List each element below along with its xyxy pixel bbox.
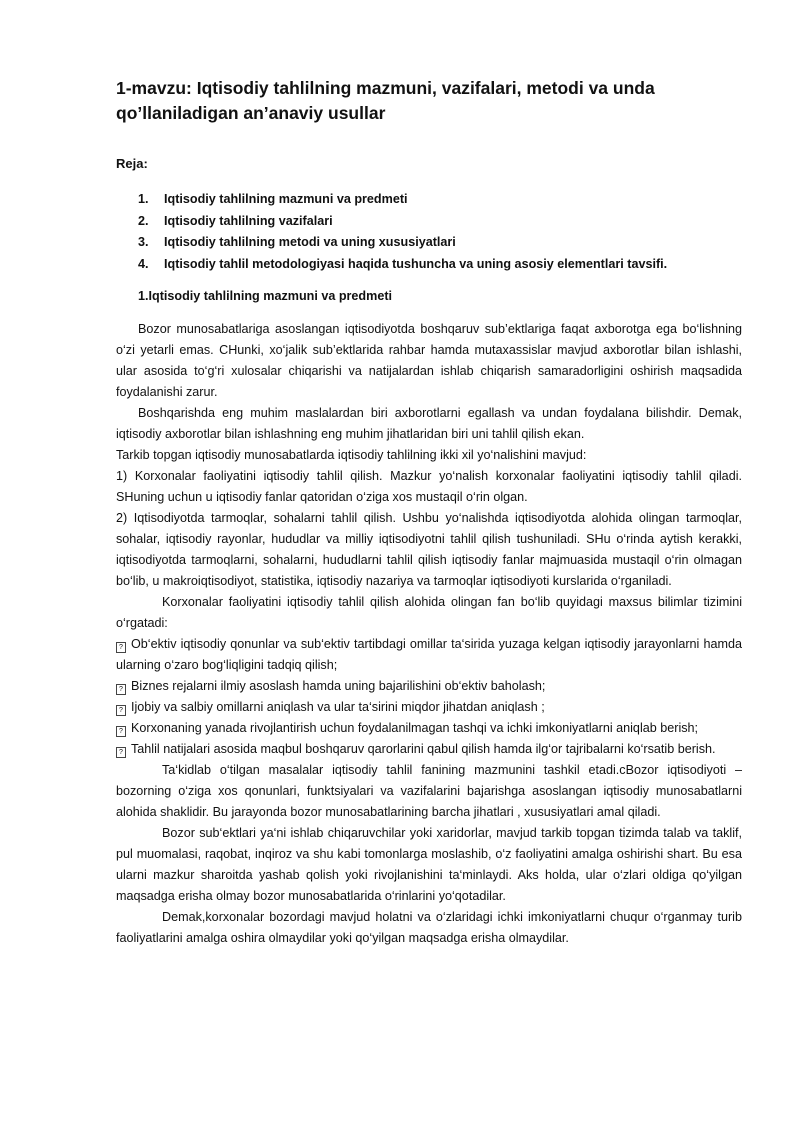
paragraph: Korxonalar faoliyatini iqtisodiy tahlil qilish alohida olingan fan bo‘lib quyidagi maxsus bilimlar tizimini o‘rgatadi: — [116, 595, 742, 630]
bullet-text: Tahlil natijalari asosida maqbul boshqaruv qarorlarini qabul qilish hamda ilg‘or tajribalarni ko‘rsatib berish. — [131, 742, 716, 756]
plan-item-text: Iqtisodiy tahlilning metodi va uning xususiyatlari — [164, 235, 456, 249]
plan-item-number: 3. — [138, 235, 149, 249]
bullet-text: Biznes rejalarni ilmiy asoslash hamda uning bajarilishini ob‘ektiv baholash; — [131, 679, 546, 693]
paragraph: Bozor sub‘ektlari ya‘ni ishlab chiqaruvchilar yoki xaridorlar, mavjud tarkib topgan tizimda talab va taklif, pul muomalasi, raqobat, inqiroz va shu kabi tomonlarga moslashib, o‘z faoliyatini amalga oshirishi shart. Bu esa ularni mazkur sharoitda yashab qolish yoki rivojlanishini ta‘minlaydi. Aks holda, ular o‘zlari oldiga qo‘yilgan maqsadga erisha olmay bozor munosabatlarida o‘rinlarini yo‘qotadilar. — [116, 826, 742, 903]
document-body — [116, 319, 742, 949]
paragraph: Ta‘kidlab o‘tilgan masalalar iqtisodiy tahlil fanining mazmunini tashkil etadi.cBozor iqtisodiyoti – bozorning o‘ziga xos qonunlari, funktsiyalari va vazifalarini bajarishga asoslangan iqtisodiy munosabatlarni alohida shaklidir. Bu jarayonda bozor munosabatlarining barcha jihatlari , xususiyatlari amal qiladi. — [116, 763, 742, 819]
bullet-text: Ob‘ektiv iqtisodiy qonunlar va sub‘ektiv tartibdagi omillar ta‘sirida yuzaga kelgan iqtisodiy jarayonlarni hamda ularning o‘zaro bog‘liqligini tadqiq qilish; — [116, 637, 742, 672]
plan-item-text: Iqtisodiy tahlilning vazifalari — [164, 213, 333, 228]
bullet-item — [116, 739, 742, 760]
bullet-item — [116, 634, 742, 676]
bullet-text: Ijobiy va salbiy omillarni aniqlash va ular ta‘sirini miqdor jihatdan aniqlash ; — [131, 700, 545, 714]
plan-item — [138, 211, 742, 233]
plan-item-text: Iqtisodiy tahlilning mazmuni va predmeti — [164, 192, 408, 206]
bullet-item — [116, 676, 742, 697]
document-title: 1-mavzu: Iqtisodiy tahlilning mazmuni, vazifalari, metodi va unda qo’llaniladigan an’anaviy usullar — [116, 78, 655, 123]
section-heading: 1.Iqtisodiy tahlilning mazmuni va predmeti — [138, 289, 393, 303]
missing-glyph-icon: ? — [116, 726, 126, 737]
plan-item-number: 2. — [138, 213, 149, 228]
bullet-text: Korxonaning yanada rivojlantirish uchun foydalanilmagan tashqi va ichki imkoniyatlarni aniqlab berish; — [131, 721, 699, 735]
plan-item — [138, 254, 742, 276]
bullet-item — [116, 697, 742, 718]
plan-item — [138, 189, 742, 211]
plan-item-number: 1. — [138, 192, 149, 206]
paragraph: Boshqarishda eng muhim maslalardan biri axborotlarni egallash va undan foydalana bilishdir. Demak, iqtisodiy axborotlar bilan ishlashning eng muhim jihatlaridan biri uni tahlil qilish ekan. — [116, 406, 742, 441]
paragraph: 2) Iqtisodiyotda tarmoqlar, sohalarni tahlil qilish. Ushbu yo‘nalishda iqtisodiyotda alohida olingan tarmoqlar, sohalar, iqtisodiy rayonlar, hududlar va milliy iqtisodiyotni tahlil qilish tushuniladi. SHu o‘rinda aytish kerakki, iqtisodiyotda tarmoqlarni, sohalarni, hududlarni tahlil qilish iqtisodiy fanlar majmuasida mustaqil o‘rin olmagan bo‘lib, u makroiqtisodiyot, statistika, iqtisodiy nazariya va tarmoqlar iqtisodiyoti kurslarida o‘rganiladi. — [116, 511, 742, 588]
missing-glyph-icon: ? — [116, 642, 126, 653]
paragraph: Demak,korxonalar bozordagi mavjud holatni va o‘zlaridagi ichki imkoniyatlarni chuqur o‘rganmay turib faoliyatlarini amalga oshira olmaydilar yoki qo‘yilgan maqsadga erisha olmaydilar. — [116, 910, 742, 945]
bullet-item — [116, 718, 742, 739]
plan-label: Reja: — [116, 156, 148, 171]
plan-item — [138, 232, 742, 254]
paragraph: Bozor munosabatlariga asoslangan iqtisodiyotda boshqaruv sub’ektlariga faqat axborotga ega bo‘lishning o‘zi yetarli emas. CHunki, xo‘jalik sub’ektlarida rahbar hamda mutaxassislar mavjud axborotlar bilan ishlashi, ular asosida to‘g‘ri xulosalar chiqarishi va natijalardan ishlab chiqarish samaradorligini oshirish maqsadida foydalanishi zarur. — [116, 322, 742, 399]
missing-glyph-icon: ? — [116, 747, 126, 758]
plan-item-number: 4. — [138, 256, 149, 271]
paragraph: 1) Korxonalar faoliyatini iqtisodiy tahlil qilish. Mazkur yo‘nalish korxonalar faoliyatini iqtisodiy tahlil qiladi. SHuning uchun u iqtisodiy fanlar qatoridan o‘ziga xos mustaqil o‘rin olgan. — [116, 469, 742, 504]
missing-glyph-icon: ? — [116, 705, 126, 716]
plan-item-text: Iqtisodiy tahlil metodologiyasi haqida tushuncha va uning asosiy elementlari tavsifi. — [164, 256, 668, 271]
paragraph: Tarkib topgan iqtisodiy munosabatlarda iqtisodiy tahlilning ikki xil yo‘nalishini mavjud: — [116, 448, 587, 462]
missing-glyph-icon: ? — [116, 684, 126, 695]
plan-list — [116, 189, 742, 275]
